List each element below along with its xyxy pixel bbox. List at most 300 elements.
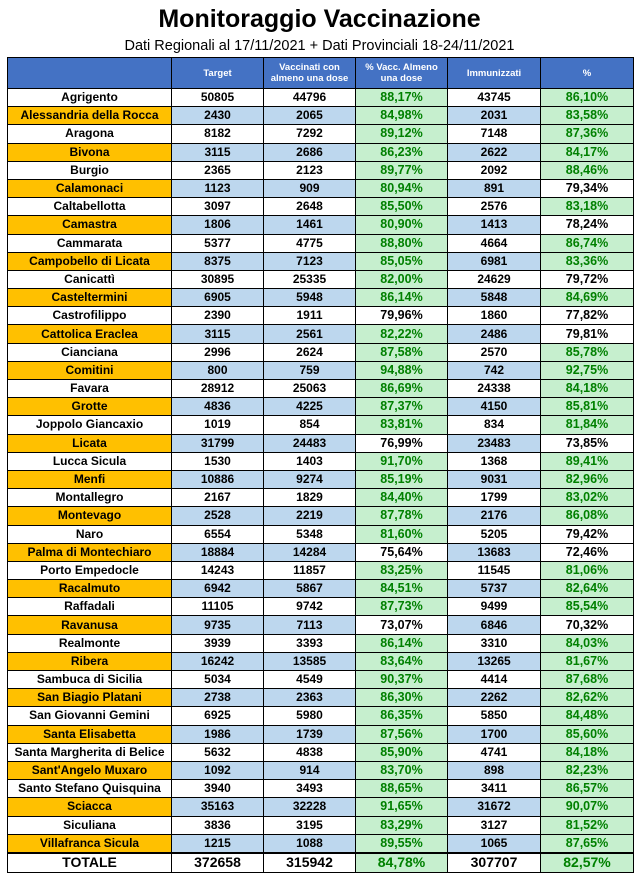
immunized-cell: 2092 [448,161,541,179]
target-cell: 9735 [172,616,264,634]
vaccinated-cell: 4775 [264,234,356,252]
target-cell: 5034 [172,671,264,689]
target-cell: 3836 [172,816,264,834]
municipality-cell: Licata [8,434,172,452]
municipality-cell: Montallegro [8,489,172,507]
header-vaccinated: Vaccinati con almeno una dose [264,58,356,89]
pct-vaccinated-cell: 94,88% [356,361,448,379]
target-cell: 1530 [172,452,264,470]
target-cell: 6925 [172,707,264,725]
vaccinated-cell: 5867 [264,580,356,598]
pct-vaccinated-cell: 86,69% [356,380,448,398]
pct-immunized-cell: 83,36% [541,252,634,270]
pct-immunized-cell: 88,46% [541,161,634,179]
pct-immunized-cell: 85,60% [541,725,634,743]
target-cell: 2996 [172,343,264,361]
municipality-cell: Siculiana [8,816,172,834]
pct-immunized-cell: 79,34% [541,179,634,197]
page-title: Monitoraggio Vaccinazione [158,5,481,33]
vaccinated-cell: 1403 [264,452,356,470]
immunized-cell: 5737 [448,580,541,598]
pct-immunized-cell: 85,81% [541,398,634,416]
target-cell: 1806 [172,216,264,234]
target-cell: 2528 [172,507,264,525]
pct-immunized-cell: 86,57% [541,780,634,798]
pct-vaccinated-cell: 85,19% [356,470,448,488]
table-row [8,634,634,652]
table-row [8,525,634,543]
target-cell: 35163 [172,798,264,816]
pct-immunized-cell: 84,18% [541,743,634,761]
immunized-cell: 1860 [448,307,541,325]
table-row [8,671,634,689]
pct-immunized-cell: 83,02% [541,489,634,507]
target-cell: 6554 [172,525,264,543]
immunized-cell: 4414 [448,671,541,689]
vaccinated-cell: 5348 [264,525,356,543]
immunized-cell: 3411 [448,780,541,798]
vaccinated-cell: 2123 [264,161,356,179]
pct-vaccinated-cell: 88,65% [356,780,448,798]
immunized-cell: 2486 [448,325,541,343]
table-row [8,561,634,579]
pct-vaccinated-cell: 85,50% [356,198,448,216]
pct-vaccinated-cell: 87,78% [356,507,448,525]
pct-immunized-cell: 85,78% [541,343,634,361]
target-cell: 2390 [172,307,264,325]
target-cell: 2430 [172,107,264,125]
immunized-cell: 7148 [448,125,541,143]
pct-immunized-cell: 72,46% [541,543,634,561]
municipality-cell: Castrofilippo [8,307,172,325]
pct-vaccinated-cell: 81,60% [356,525,448,543]
immunized-cell: 5850 [448,707,541,725]
pct-immunized-cell: 83,18% [541,198,634,216]
immunized-cell: 891 [448,179,541,197]
pct-immunized-cell: 87,36% [541,125,634,143]
vaccinated-cell: 1088 [264,834,356,853]
table-row [8,616,634,634]
table-row [8,343,634,361]
municipality-cell: Grotte [8,398,172,416]
pct-immunized-cell: 87,68% [541,671,634,689]
pct-vaccinated-cell: 84,40% [356,489,448,507]
vaccinated-cell: 4838 [264,743,356,761]
pct-vaccinated-cell: 80,94% [356,179,448,197]
vaccinated-cell: 5980 [264,707,356,725]
vaccinated-cell: 3493 [264,780,356,798]
target-cell: 3097 [172,198,264,216]
pct-immunized-cell: 89,41% [541,452,634,470]
table-row [8,580,634,598]
target-cell: 10886 [172,470,264,488]
table-row [8,179,634,197]
table-row [8,361,634,379]
pct-vaccinated-cell: 87,37% [356,398,448,416]
vaccinated-cell: 7113 [264,616,356,634]
vaccinated-cell: 2648 [264,198,356,216]
vaccinated-cell: 9274 [264,470,356,488]
immunized-cell: 1413 [448,216,541,234]
immunized-cell: 31672 [448,798,541,816]
pct-vaccinated-cell: 75,64% [356,543,448,561]
municipality-cell: Santa Elisabetta [8,725,172,743]
total-pct-vaccinated: 84,78% [356,853,448,873]
pct-immunized-cell: 83,58% [541,107,634,125]
pct-immunized-cell: 84,03% [541,634,634,652]
immunized-cell: 4150 [448,398,541,416]
immunized-cell: 3310 [448,634,541,652]
municipality-cell: Sant'Angelo Muxaro [8,761,172,779]
vaccination-table [7,57,634,873]
table-row [8,816,634,834]
pct-immunized-cell: 82,23% [541,761,634,779]
pct-immunized-cell: 79,81% [541,325,634,343]
vaccinated-cell: 1739 [264,725,356,743]
table-row [8,543,634,561]
immunized-cell: 742 [448,361,541,379]
vaccinated-cell: 1911 [264,307,356,325]
pct-vaccinated-cell: 85,90% [356,743,448,761]
municipality-cell: Cianciana [8,343,172,361]
municipality-cell: Cattolica Eraclea [8,325,172,343]
municipality-cell: Villafranca Sicula [8,834,172,853]
pct-vaccinated-cell: 88,80% [356,234,448,252]
municipality-cell: Calamonaci [8,179,172,197]
vaccinated-cell: 25063 [264,380,356,398]
pct-vaccinated-cell: 83,81% [356,416,448,434]
pct-immunized-cell: 77,82% [541,307,634,325]
table-row [8,125,634,143]
vaccinated-cell: 25335 [264,270,356,288]
header-municipality [8,58,172,89]
table-row [8,270,634,288]
pct-vaccinated-cell: 86,35% [356,707,448,725]
immunized-cell: 5205 [448,525,541,543]
table-row [8,743,634,761]
pct-immunized-cell: 81,52% [541,816,634,834]
vaccinated-cell: 3195 [264,816,356,834]
pct-vaccinated-cell: 89,12% [356,125,448,143]
municipality-cell: Cammarata [8,234,172,252]
pct-immunized-cell: 90,07% [541,798,634,816]
pct-immunized-cell: 82,62% [541,689,634,707]
vaccinated-cell: 2219 [264,507,356,525]
pct-immunized-cell: 84,17% [541,143,634,161]
municipality-cell: Camastra [8,216,172,234]
immunized-cell: 13265 [448,652,541,670]
table-row [8,434,634,452]
table-row [8,507,634,525]
immunized-cell: 6846 [448,616,541,634]
table-row [8,489,634,507]
table-row [8,107,634,125]
target-cell: 1123 [172,179,264,197]
municipality-cell: Caltabellotta [8,198,172,216]
vaccinated-cell: 5948 [264,289,356,307]
target-cell: 6905 [172,289,264,307]
immunized-cell: 1368 [448,452,541,470]
pct-vaccinated-cell: 84,98% [356,107,448,125]
pct-immunized-cell: 81,06% [541,561,634,579]
vaccinated-cell: 4549 [264,671,356,689]
municipality-cell: Menfi [8,470,172,488]
pct-vaccinated-cell: 88,17% [356,89,448,107]
municipality-cell: Sciacca [8,798,172,816]
municipality-cell: Casteltermini [8,289,172,307]
municipality-cell: Raffadali [8,598,172,616]
table-row [8,234,634,252]
municipality-cell: Porto Empedocle [8,561,172,579]
pct-immunized-cell: 70,32% [541,616,634,634]
total-label: TOTALE [8,853,172,873]
immunized-cell: 2176 [448,507,541,525]
target-cell: 2738 [172,689,264,707]
pct-vaccinated-cell: 76,99% [356,434,448,452]
municipality-cell: Racalmuto [8,580,172,598]
vaccinated-cell: 44796 [264,89,356,107]
municipality-cell: Burgio [8,161,172,179]
pct-immunized-cell: 87,65% [541,834,634,853]
immunized-cell: 6981 [448,252,541,270]
municipality-cell: Ravanusa [8,616,172,634]
vaccinated-cell: 13585 [264,652,356,670]
target-cell: 8375 [172,252,264,270]
pct-vaccinated-cell: 91,70% [356,452,448,470]
immunized-cell: 2622 [448,143,541,161]
vaccinated-cell: 2624 [264,343,356,361]
immunized-cell: 4741 [448,743,541,761]
vaccinated-cell: 7123 [264,252,356,270]
table-row [8,834,634,853]
immunized-cell: 2262 [448,689,541,707]
pct-immunized-cell: 92,75% [541,361,634,379]
target-cell: 16242 [172,652,264,670]
target-cell: 28912 [172,380,264,398]
immunized-cell: 9499 [448,598,541,616]
target-cell: 1986 [172,725,264,743]
pct-immunized-cell: 86,10% [541,89,634,107]
table-row [8,289,634,307]
pct-vaccinated-cell: 83,25% [356,561,448,579]
pct-immunized-cell: 86,74% [541,234,634,252]
target-cell: 3940 [172,780,264,798]
municipality-cell: San Biagio Platani [8,689,172,707]
municipality-cell: Santa Margherita di Belice [8,743,172,761]
table-row [8,416,634,434]
vaccinated-cell: 7292 [264,125,356,143]
table-row [8,325,634,343]
pct-immunized-cell: 78,24% [541,216,634,234]
target-cell: 3939 [172,634,264,652]
pct-vaccinated-cell: 86,14% [356,634,448,652]
pct-vaccinated-cell: 86,23% [356,143,448,161]
municipality-cell: Realmonte [8,634,172,652]
vaccinated-cell: 32228 [264,798,356,816]
immunized-cell: 11545 [448,561,541,579]
immunized-cell: 834 [448,416,541,434]
immunized-cell: 4664 [448,234,541,252]
target-cell: 6942 [172,580,264,598]
pct-immunized-cell: 79,42% [541,525,634,543]
table-row [8,798,634,816]
target-cell: 8182 [172,125,264,143]
vaccinated-cell: 1829 [264,489,356,507]
immunized-cell: 43745 [448,89,541,107]
header-pct-vaccinated: % Vacc. Almeno una dose [356,58,448,89]
pct-immunized-cell: 81,84% [541,416,634,434]
header-target: Target [172,58,264,89]
target-cell: 3115 [172,325,264,343]
header-immunized: Immunizzati [448,58,541,89]
total-target: 372658 [172,853,264,873]
target-cell: 2365 [172,161,264,179]
pct-immunized-cell: 73,85% [541,434,634,452]
vaccinated-cell: 2065 [264,107,356,125]
header-pct-immunized: % [541,58,634,89]
vaccinated-cell: 914 [264,761,356,779]
immunized-cell: 1700 [448,725,541,743]
municipality-cell: Bivona [8,143,172,161]
municipality-cell: Santo Stefano Quisquina [8,780,172,798]
municipality-cell: Alessandria della Rocca [8,107,172,125]
pct-vaccinated-cell: 82,00% [356,270,448,288]
target-cell: 14243 [172,561,264,579]
pct-vaccinated-cell: 73,07% [356,616,448,634]
municipality-cell: Campobello di Licata [8,252,172,270]
immunized-cell: 24629 [448,270,541,288]
pct-immunized-cell: 84,18% [541,380,634,398]
pct-immunized-cell: 79,72% [541,270,634,288]
municipality-cell: Canicattì [8,270,172,288]
pct-vaccinated-cell: 90,37% [356,671,448,689]
municipality-cell: Aragona [8,125,172,143]
municipality-cell: Ribera [8,652,172,670]
table-row [8,689,634,707]
target-cell: 11105 [172,598,264,616]
municipality-cell: Favara [8,380,172,398]
pct-immunized-cell: 86,08% [541,507,634,525]
table-row [8,216,634,234]
immunized-cell: 13683 [448,543,541,561]
pct-vaccinated-cell: 80,90% [356,216,448,234]
vaccinated-cell: 2561 [264,325,356,343]
table-row [8,452,634,470]
header-row [8,58,634,89]
pct-vaccinated-cell: 87,58% [356,343,448,361]
immunized-cell: 23483 [448,434,541,452]
pct-vaccinated-cell: 85,05% [356,252,448,270]
target-cell: 31799 [172,434,264,452]
pct-vaccinated-cell: 82,22% [356,325,448,343]
target-cell: 2167 [172,489,264,507]
municipality-cell: San Giovanni Gemini [8,707,172,725]
vaccinated-cell: 4225 [264,398,356,416]
vaccinated-cell: 759 [264,361,356,379]
immunized-cell: 898 [448,761,541,779]
municipality-cell: Joppolo Giancaxio [8,416,172,434]
pct-immunized-cell: 82,96% [541,470,634,488]
immunized-cell: 3127 [448,816,541,834]
pct-immunized-cell: 84,48% [541,707,634,725]
target-cell: 5377 [172,234,264,252]
pct-vaccinated-cell: 86,30% [356,689,448,707]
pct-vaccinated-cell: 86,14% [356,289,448,307]
table-row [8,761,634,779]
pct-immunized-cell: 84,69% [541,289,634,307]
pct-vaccinated-cell: 83,29% [356,816,448,834]
municipality-cell: Palma di Montechiaro [8,543,172,561]
table-row [8,707,634,725]
total-immunized: 307707 [448,853,541,873]
vaccinated-cell: 2686 [264,143,356,161]
municipality-cell: Sambuca di Sicilia [8,671,172,689]
target-cell: 1019 [172,416,264,434]
pct-immunized-cell: 81,67% [541,652,634,670]
municipality-cell: Comitini [8,361,172,379]
page-subtitle: Dati Regionali al 17/11/2021 + Dati Provinciali 18-24/11/2021 [124,38,515,54]
pct-vaccinated-cell: 91,65% [356,798,448,816]
immunized-cell: 2576 [448,198,541,216]
target-cell: 1215 [172,834,264,853]
table-row [8,161,634,179]
vaccinated-cell: 11857 [264,561,356,579]
total-row [8,853,634,873]
municipality-cell: Montevago [8,507,172,525]
pct-vaccinated-cell: 83,64% [356,652,448,670]
pct-vaccinated-cell: 84,51% [356,580,448,598]
target-cell: 1092 [172,761,264,779]
pct-vaccinated-cell: 89,55% [356,834,448,853]
target-cell: 4836 [172,398,264,416]
municipality-cell: Lucca Sicula [8,452,172,470]
pct-vaccinated-cell: 87,56% [356,725,448,743]
table-row [8,398,634,416]
vaccinated-cell: 1461 [264,216,356,234]
vaccinated-cell: 854 [264,416,356,434]
table-row [8,89,634,107]
pct-vaccinated-cell: 87,73% [356,598,448,616]
target-cell: 5632 [172,743,264,761]
immunized-cell: 1065 [448,834,541,853]
table-row [8,198,634,216]
vaccinated-cell: 14284 [264,543,356,561]
pct-vaccinated-cell: 79,96% [356,307,448,325]
target-cell: 50805 [172,89,264,107]
pct-vaccinated-cell: 83,70% [356,761,448,779]
pct-vaccinated-cell: 89,77% [356,161,448,179]
target-cell: 3115 [172,143,264,161]
table-row [8,143,634,161]
pct-immunized-cell: 82,64% [541,580,634,598]
table-row [8,307,634,325]
immunized-cell: 9031 [448,470,541,488]
target-cell: 800 [172,361,264,379]
vaccinated-cell: 3393 [264,634,356,652]
immunized-cell: 5848 [448,289,541,307]
table-row [8,652,634,670]
municipality-cell: Agrigento [8,89,172,107]
vaccinated-cell: 9742 [264,598,356,616]
target-cell: 30895 [172,270,264,288]
total-pct-immunized: 82,57% [541,853,634,873]
immunized-cell: 2031 [448,107,541,125]
table-row [8,780,634,798]
table-row [8,725,634,743]
municipality-cell: Naro [8,525,172,543]
table-row [8,252,634,270]
immunized-cell: 24338 [448,380,541,398]
